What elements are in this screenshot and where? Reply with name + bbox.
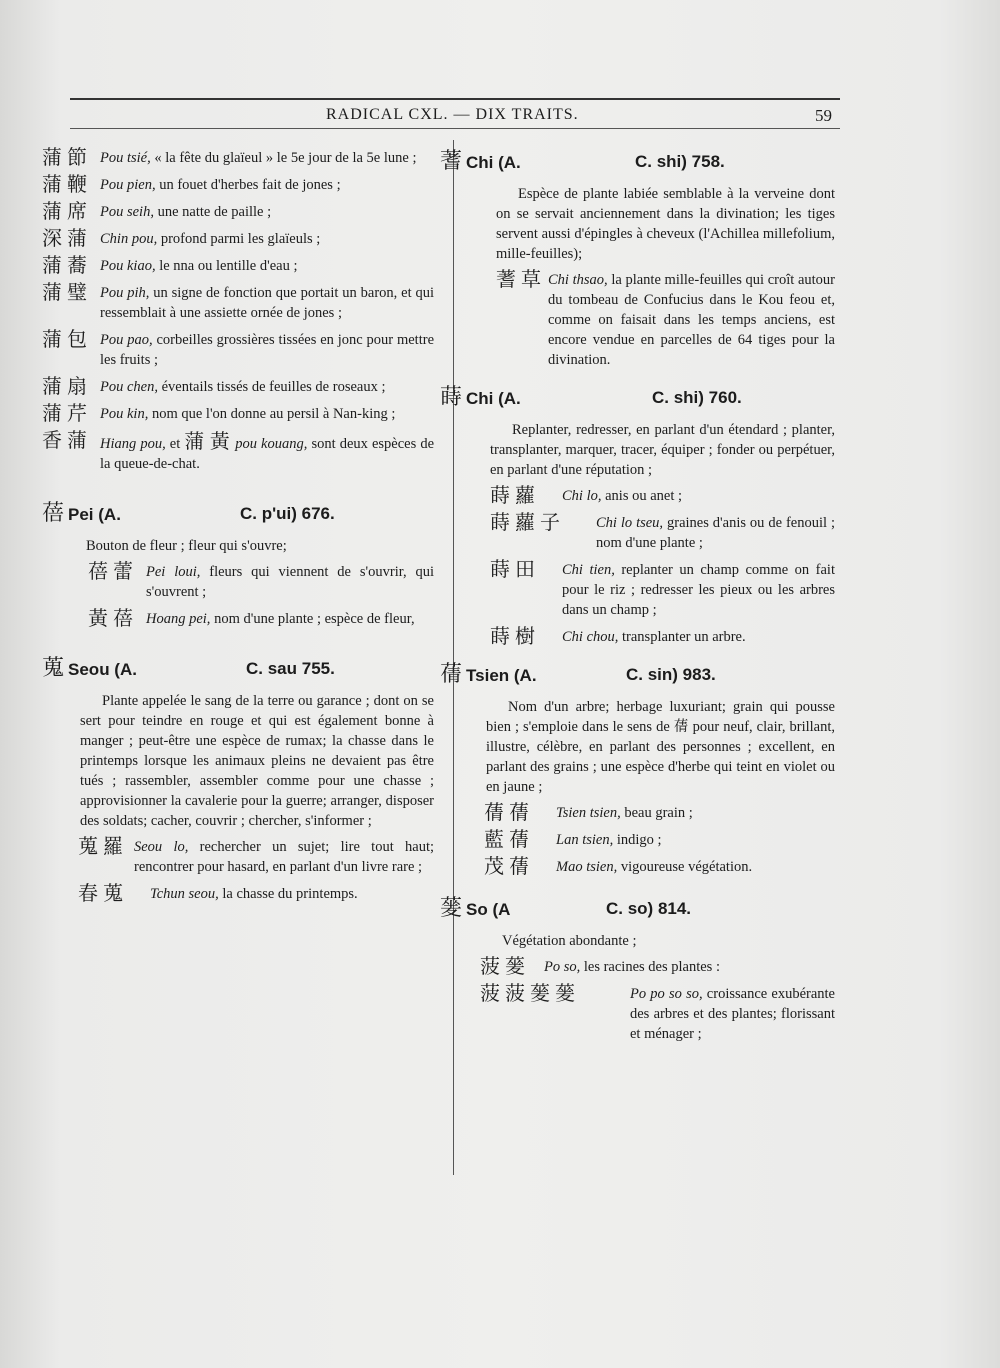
- cantonese-code: C. sin) 983.: [626, 665, 716, 684]
- definition-text: les racines des plantes :: [580, 959, 720, 975]
- character-heading: [440, 149, 835, 180]
- dict-entry: [440, 981, 835, 1044]
- romanization: Pou kin,: [100, 406, 149, 422]
- definition-text: une natte de paille ;: [153, 204, 272, 220]
- top-rule: [70, 98, 840, 100]
- romanization: Tchun seou,: [150, 886, 219, 902]
- definition-text: corbeilles grossières tissées en jonc pour mettre les fruits ;: [100, 332, 434, 368]
- dict-entry: [42, 559, 434, 602]
- dict-entry: [42, 199, 434, 223]
- character-heading: [440, 385, 835, 416]
- definition-text: vigoureuse végétation.: [617, 859, 753, 875]
- chinese-characters: 蒲璧: [42, 280, 92, 304]
- definition-text: la chasse du printemps.: [218, 886, 358, 902]
- dict-entry: [42, 881, 434, 905]
- dict-entry: [440, 827, 835, 851]
- character-heading: [440, 896, 835, 927]
- head-name: Tsien (A.: [466, 666, 537, 685]
- romanization: Chi thsao,: [548, 272, 608, 288]
- chinese-characters: 蒲席: [42, 199, 92, 223]
- character-heading: [42, 501, 434, 532]
- romanization: Seou lo,: [134, 839, 189, 855]
- romanization: Po po so so,: [630, 986, 703, 1002]
- definition-text: le nna ou lentille d'eau ;: [155, 258, 298, 274]
- definition-paragraph: Plante appelée le sang de la terre ou garance ; dont on se sert pour teindre en rouge et qui est également bonne à manger ; peut-être une espèce de rumax; la chasse dans le printemps lorsque les animaux pleins ne devaient pas être tués ; rassembler, assembler comme pour une chasse ; approvisionner la cavalerie pour la guerre; arranger, disposer des soldats; cacher, couvrir ; chercher, s'informer ;: [80, 693, 434, 829]
- head-name: Seou (A.: [68, 660, 137, 679]
- chinese-characters: 蒐羅: [78, 834, 128, 858]
- dict-entry: [42, 226, 434, 250]
- dict-entry: [42, 280, 434, 323]
- left-column: [42, 145, 435, 911]
- head-character: 蓌: [440, 896, 463, 921]
- definition-text: fleurs qui viennent de s'ouvrir, qui s'ouvrent ;: [146, 564, 434, 600]
- romanization: Po so,: [544, 959, 581, 975]
- romanization: Chin pou,: [100, 231, 158, 247]
- dict-entry: [42, 253, 434, 277]
- chinese-characters: 茂蒨: [484, 854, 534, 878]
- dict-entry: [42, 327, 434, 370]
- romanization: Mao tsien,: [556, 859, 618, 875]
- header-rule: [70, 128, 840, 129]
- definition-text: transplanter un arbre.: [618, 629, 746, 645]
- romanization: Pei loui,: [146, 564, 201, 580]
- definition-paragraph: Espèce de plante labiée semblable à la verveine dont on se servait anciennement dans la divination; les tiges servent aussi d'épingles à cheveux (l'Achillea millefolium, mille-feuilles);: [496, 186, 835, 262]
- romanization: Lan tsien,: [556, 832, 614, 848]
- dict-entry: [440, 854, 835, 878]
- dict-entry: [440, 267, 836, 370]
- definition-text: replanter un champ comme on fait pour le riz ; redresser les pieux ou les arbres dans un champ ;: [562, 562, 835, 618]
- dict-entry: [42, 834, 434, 877]
- cantonese-code: C. so) 814.: [606, 899, 692, 918]
- chinese-characters: 蒲節: [42, 145, 92, 169]
- romanization: Pou pien,: [100, 177, 156, 193]
- chinese-characters: 蓍草: [496, 267, 546, 291]
- head-name: So (A: [466, 900, 511, 919]
- romanization: Hoang pei,: [146, 611, 211, 627]
- right-column: [440, 149, 836, 1051]
- chinese-characters: 藍蒨: [484, 827, 534, 851]
- chinese-characters: 香蒲: [42, 428, 92, 452]
- definition-text: anis ou anet ;: [601, 488, 683, 504]
- dict-entry: [42, 401, 434, 425]
- dict-entry: [440, 954, 835, 978]
- romanization: Chi lo tseu,: [596, 515, 664, 531]
- page-number: 59: [815, 106, 832, 125]
- definition-text: la plante mille-feuilles qui croît autour du tombeau de Confucius dans le Kou feou et, comme on faisait dans les temps anciens, est encore vendue en parcelles de 64 tiges pour la divination.: [548, 272, 836, 368]
- dict-entry: [42, 145, 434, 169]
- chinese-characters: 深蒲: [42, 226, 92, 250]
- head-character: 蒔: [440, 385, 463, 410]
- definition-paragraph: Bouton de fleur ; fleur qui s'ouvre;: [86, 538, 287, 554]
- connector-text: et: [165, 436, 185, 452]
- chinese-characters: 春蒐: [78, 881, 128, 905]
- head-character: 蒐: [42, 656, 65, 681]
- head-character: 蒨: [440, 662, 463, 687]
- dict-entry: [440, 800, 835, 824]
- romanization: Pou tsié,: [100, 150, 151, 166]
- romanization: Pou pao,: [100, 332, 153, 348]
- head-character: 蓓: [42, 501, 65, 526]
- cantonese-code: C. shi) 760.: [652, 388, 742, 407]
- cantonese-code: C. p'ui) 676.: [240, 504, 335, 523]
- romanization: pou kouang,: [235, 436, 308, 452]
- head-character: 蓍: [440, 149, 463, 174]
- definition-text: croissance exubérante des arbres et des plantes; florissant et ménager ;: [630, 986, 835, 1042]
- character-heading: [42, 656, 434, 687]
- definition-text: éventails tissés de feuilles de roseaux ;: [157, 379, 386, 395]
- chinese-characters: 蒔田: [490, 557, 540, 581]
- definition-text: un fouet d'herbes fait de jones ;: [155, 177, 341, 193]
- romanization: Tsien tsien,: [556, 805, 621, 821]
- chinese-characters: 菠菠蓌蓌: [480, 981, 580, 1005]
- dict-entry: [440, 510, 835, 553]
- chinese-characters: 菠蓌: [480, 954, 530, 978]
- head-name: Chi (A.: [466, 389, 521, 408]
- romanization: Pou pih,: [100, 285, 150, 301]
- romanization: Hiang pou,: [100, 436, 166, 452]
- dict-entry: [42, 606, 434, 630]
- romanization: Pou seih,: [100, 204, 154, 220]
- head-name: Chi (A.: [466, 153, 521, 172]
- romanization: Pou chen,: [100, 379, 158, 395]
- romanization: Pou kiao,: [100, 258, 156, 274]
- definition-paragraph: Nom d'un arbre; herbage luxuriant; grain qui pousse bien ; s'emploie dans le sens de 蒨 pour neuf, clair, brillant, illustre, célèbre, en parlant des personnes ; excellent, en parlant des grains ; une espèce d'herbe qui teint en violet ou en jaune ;: [486, 699, 835, 795]
- definition-text: beau grain ;: [620, 805, 693, 821]
- running-header: RADICAL CXL. — DIX TRAITS.: [326, 106, 579, 123]
- definition-text: « la fête du glaïeul » le 5e jour de la 5e lune ;: [150, 150, 417, 166]
- chinese-characters: 蒲鞭: [42, 172, 92, 196]
- chinese-characters: 蒲包: [42, 327, 92, 351]
- definition-text: un signe de fonction que portait un baron, et qui ressemblait à une assiette ornée de jones ;: [100, 285, 434, 321]
- chinese-characters: 蒲芹: [42, 401, 92, 425]
- chinese-characters: 蒲黃: [184, 429, 236, 453]
- definition-text: profond parmi les glaïeuls ;: [157, 231, 321, 247]
- chinese-characters: 蒲扇: [42, 374, 92, 398]
- chinese-characters: 蒔蘿子: [490, 510, 565, 534]
- definition-text: graines d'anis ou de fenouil ; nom d'une plante ;: [596, 515, 835, 551]
- definition-text: sont deux espèces de la queue-de-chat.: [100, 436, 435, 472]
- definition-text: nom d'une plante ; espèce de fleur,: [210, 611, 415, 627]
- chinese-characters: 蓓蕾: [88, 559, 138, 583]
- romanization: Chi tien,: [562, 562, 615, 578]
- dict-entry: [42, 172, 434, 196]
- dict-entry: [440, 483, 835, 507]
- definition-text: nom que l'on donne au persil à Nan-king ;: [148, 406, 396, 422]
- cantonese-code: C. sau 755.: [246, 659, 335, 678]
- definition-paragraph: Végétation abondante ;: [502, 933, 637, 949]
- chinese-characters: 蒔蘿: [490, 483, 540, 507]
- chinese-characters: 蒲蕎: [42, 253, 92, 277]
- cantonese-code: C. shi) 758.: [635, 152, 725, 171]
- dict-entry: [42, 374, 434, 398]
- chinese-characters: 黃蓓: [88, 606, 138, 630]
- dict-entry: [42, 428, 435, 474]
- romanization: Chi lo,: [562, 488, 602, 504]
- definition-text: rechercher un sujet; lire tout haut; rencontrer pour hasard, en parlant d'un livre rare ;: [134, 839, 434, 875]
- dict-entry: [440, 624, 835, 648]
- romanization: Chi chou,: [562, 629, 619, 645]
- dict-entry: [440, 557, 835, 620]
- definition-paragraph: Replanter, redresser, en parlant d'un étendard ; planter, transplanter, marquer, tracer, équiper ; fonder ou perpétuer, en parlant d'une réputation ;: [490, 422, 835, 478]
- head-name: Pei (A.: [68, 505, 121, 524]
- chinese-characters: 蒨蒨: [484, 800, 534, 824]
- chinese-characters: 蒔樹: [490, 624, 540, 648]
- character-heading: [440, 662, 835, 693]
- definition-text: indigo ;: [613, 832, 662, 848]
